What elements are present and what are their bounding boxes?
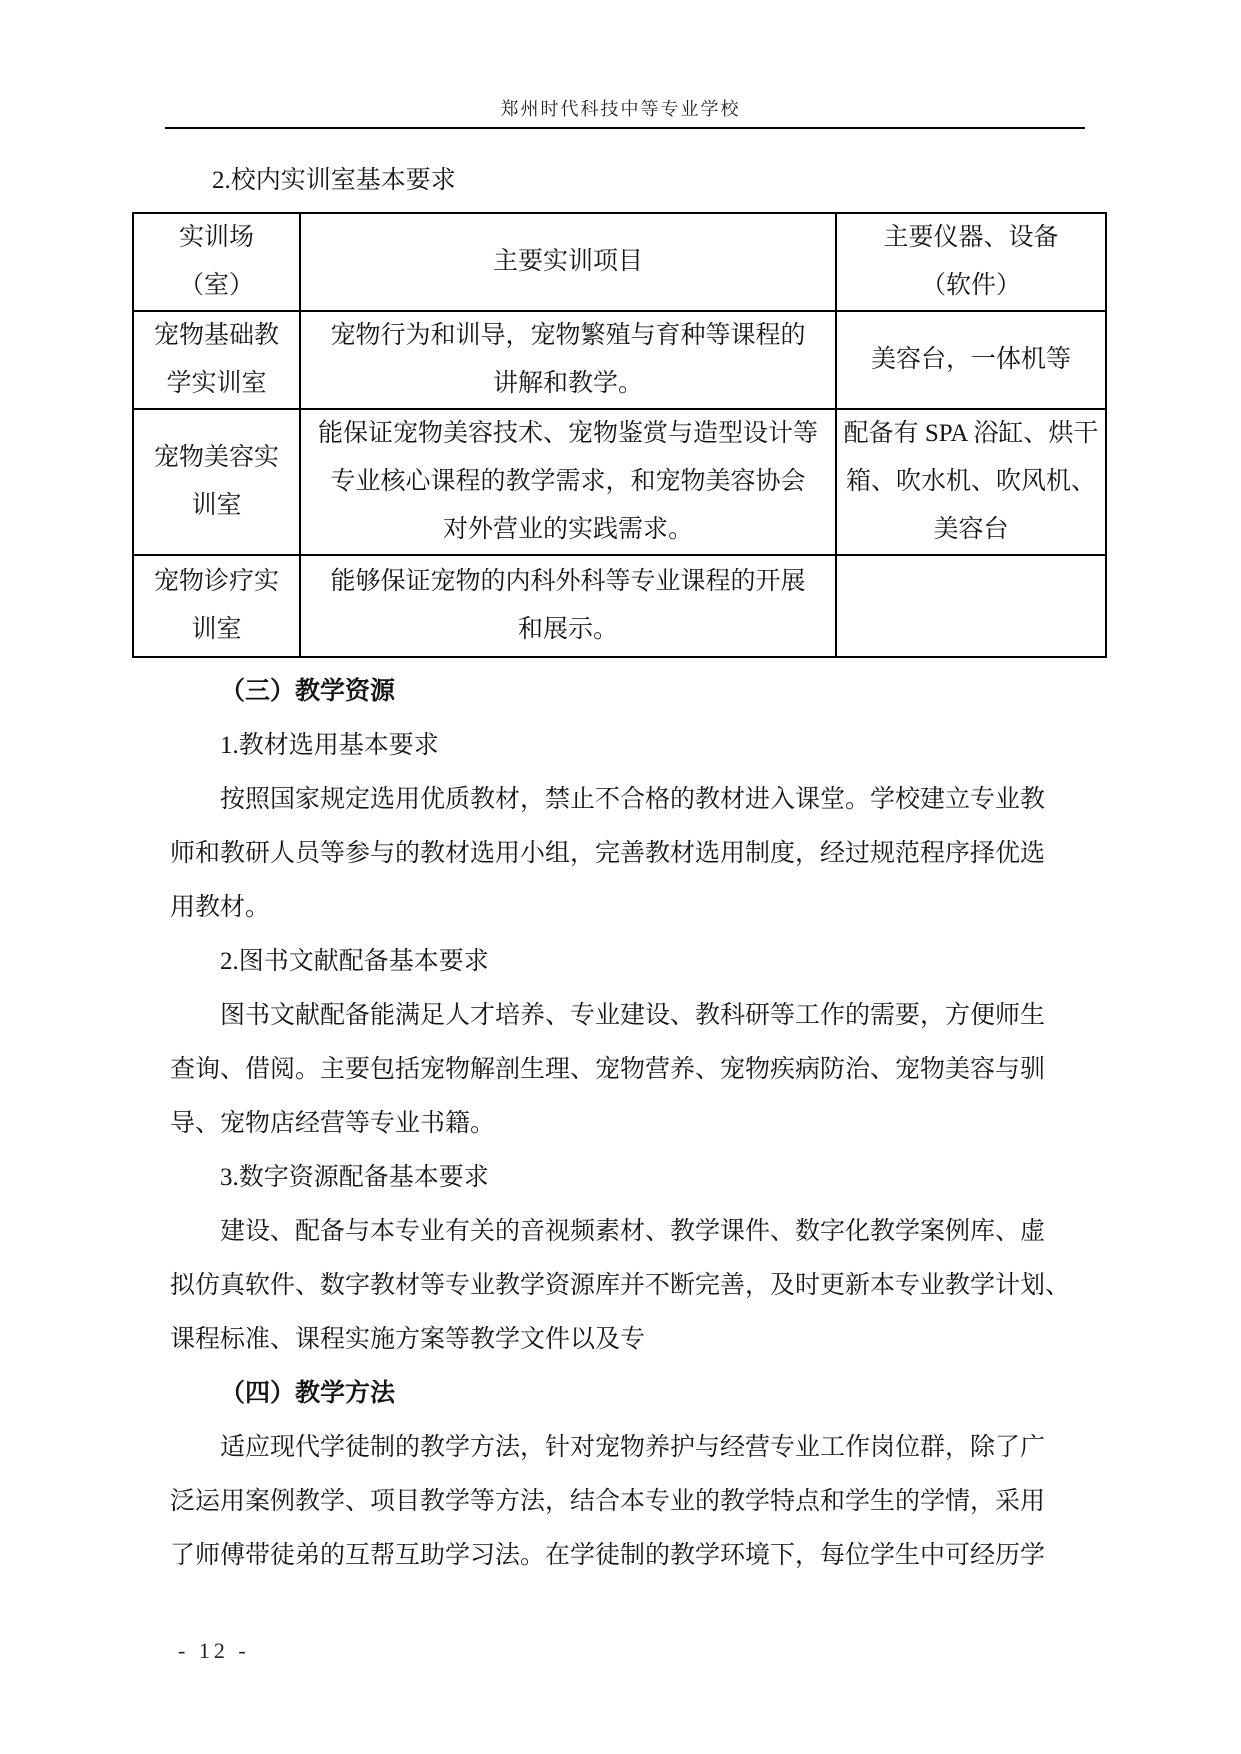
cell-equipment [836, 409, 1106, 555]
table-cell-line: 宠物美容实 [153, 444, 279, 471]
paragraph-line: 查询、借阅。主要包括宠物解剖生理、宠物营养、宠物疾病防治、宠物美容与驯 [170, 1056, 1046, 1083]
table-row [133, 555, 1106, 657]
table-cell-line: 训室 [191, 492, 242, 519]
table-cell-line: 宠物基础教 [153, 322, 279, 349]
paragraph-line: 建设、配备与本专业有关的音视频素材、教学课件、数字化教学案例库、虚 [220, 1218, 1046, 1245]
table-cell-line: （室） [178, 272, 254, 299]
cell-projects [300, 311, 836, 409]
page-header-title: 郑州时代科技中等专业学校 [500, 99, 741, 119]
paragraph-line: 图书文献配备能满足人才培养、专业建设、教科研等工作的需要，方便师生 [220, 1002, 1046, 1029]
header-cell-equipment [836, 213, 1106, 311]
table-cell-line: 宠物诊疗实 [153, 568, 279, 595]
paragraph-line: 1.教材选用基本要求 [220, 732, 439, 759]
header-cell-projects [300, 213, 836, 311]
table-row [133, 311, 1106, 409]
table-cell-line: 能保证宠物美容技术、宠物鉴赏与造型设计等 [317, 420, 818, 447]
table-cell-line: 学实训室 [166, 370, 267, 397]
cell-equipment [836, 555, 1106, 657]
cell-room [133, 555, 300, 657]
table-cell-line: 训室 [191, 616, 242, 643]
table-row [133, 409, 1106, 555]
paragraph-line: 了师傅带徒弟的互帮互助学习法。在学徒制的教学环境下，每位学生中可经历学 [170, 1542, 1046, 1569]
table-cell-line: 美容台 [933, 516, 1009, 543]
paragraph-line: 导、宠物店经营等专业书籍。 [170, 1110, 496, 1137]
paragraph-line: 适应现代学徒制的教学方法，针对宠物养护与经营专业工作岗位群，除了广 [220, 1434, 1046, 1461]
table-cell-line: 讲解和教学。 [492, 370, 643, 397]
table-cell-line: 宠物行为和训导，宠物繁殖与育种等课程的 [330, 322, 806, 349]
table-cell-line: 能够保证宠物的内科外科等专业课程的开展 [330, 568, 806, 595]
table-header-row [133, 213, 1106, 311]
table-cell-line: 主要仪器、设备 [883, 224, 1059, 251]
table-cell-line: 美容台，一体机等 [870, 346, 1071, 373]
table-cell-line: 实训场 [178, 224, 254, 251]
cell-room [133, 409, 300, 555]
table-cell-line: 箱、吹水机、吹风机、 [845, 468, 1096, 495]
cell-projects [300, 555, 836, 657]
paragraph-line: 师和教研人员等参与的教材选用小组，完善教材选用制度，经过规范程序择优选 [170, 840, 1046, 867]
cell-projects [300, 409, 836, 555]
body-text [170, 665, 1071, 1583]
page-number: - 12 - [178, 1638, 250, 1663]
header-rule [165, 127, 1085, 129]
table-cell-line: 专业核心课程的教学需求，和宠物美容协会 [330, 468, 806, 495]
table-cell-line: （软件） [920, 272, 1021, 299]
cell-room [133, 311, 300, 409]
table-cell-line: 主要实训项目 [492, 248, 643, 275]
paragraph-line: 3.数字资源配备基本要求 [220, 1164, 489, 1191]
paragraph-line: 2.图书文献配备基本要求 [220, 948, 489, 975]
header-cell-room [133, 213, 300, 311]
cell-equipment [836, 311, 1106, 409]
paragraph-line: 按照国家规定选用优质教材，禁止不合格的教材进入课堂。学校建立专业教 [220, 786, 1046, 813]
section-heading: （三）教学资源 [220, 678, 396, 705]
paragraph-line: 泛运用案例教学、项目教学等方法，结合本专业的教学特点和学生的学情，采用 [170, 1488, 1046, 1515]
paragraph-line: 课程标准、课程实施方案等教学文件以及专 [170, 1326, 646, 1353]
paragraph-line: 拟仿真软件、数字教材等专业教学资源库并不断完善，及时更新本专业教学计划、 [170, 1272, 1071, 1299]
section-heading-training-rooms: 2.校内实训室基本要求 [212, 167, 456, 194]
table-cell-line: 配备有 SPA 浴缸、烘干 [843, 420, 1099, 447]
section-heading: （四）教学方法 [220, 1380, 396, 1407]
table-cell-line: 对外营业的实践需求。 [442, 516, 693, 543]
paragraph-line: 用教材。 [170, 894, 271, 921]
training-rooms-table [132, 212, 1107, 658]
table-cell-line: 和展示。 [517, 616, 618, 643]
